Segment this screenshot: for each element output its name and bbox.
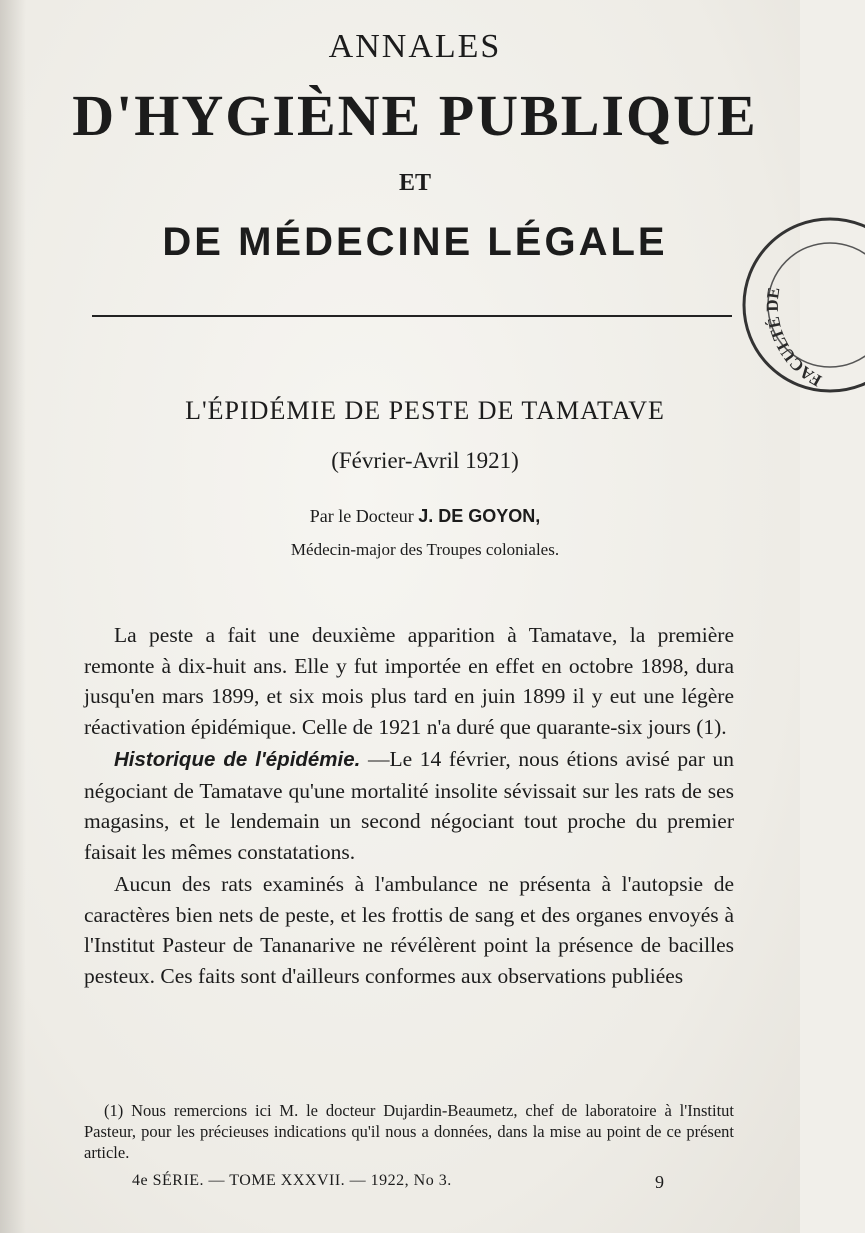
body-paragraph-2: [84, 744, 734, 867]
gutter-shadow: [0, 0, 26, 1233]
header-rule: [92, 315, 732, 317]
svg-text:FACULTÉ DE: [763, 286, 825, 390]
footnote: (1) Nous remercions ici M. le docteur Dujardin-Beaumetz, chef de laboratoire à l'Institut Pasteur, pour les précieuses indications qu'il nous a données, dans la mise au point de ce présent article.: [84, 1101, 734, 1162]
body-paragraph-1: La peste a fait une deuxième apparition à Tamatave, la première remonte à dix-huit ans. Elle y fut importée en effet en octobre 1898, dura jusqu'en mars 1899, et six mois plus tard en juin 1899 il y eut une légère réactivation épidémique. Celle de 1921 n'a duré que quarante-six jours (1).: [84, 623, 734, 739]
article-dates: (Février-Avril 1921): [331, 448, 519, 473]
page-number: 9: [655, 1172, 664, 1192]
author-affiliation: Médecin-major des Troupes coloniales.: [290, 540, 560, 559]
journal-title-hygiene: D'HYGIÈNE PUBLIQUE: [72, 83, 758, 148]
author-prefix: Par le Docteur: [309, 506, 419, 526]
article-title: L'ÉPIDÉMIE DE PESTE DE TAMATAVE: [185, 396, 665, 425]
body-paragraph-2-text: —Le 14 février, nous étions avisé par un négociant de Tamatave qu'une mortalité insolite sévissait sur les rats de ses magasins, et le lendemain un second négociant tout proche du premier faisait les mêmes constatations.: [84, 747, 734, 864]
article-body: [84, 620, 734, 991]
series-info: 4e SÉRIE. — TOME XXXVII. — 1922, No 3.: [132, 1172, 452, 1189]
article-author: [60, 506, 790, 527]
section-heading: Historique de l'épidémie.: [114, 748, 361, 771]
library-stamp: [735, 210, 865, 400]
journal-title-et: ET: [398, 170, 431, 196]
journal-title-medecine: DE MÉDECINE LÉGALE: [162, 220, 668, 264]
stamp-text: FACULTÉ DE: [762, 286, 825, 391]
author-name: J. DE GOYON,: [418, 506, 541, 526]
body-paragraph-3: Aucun des rats examinés à l'ambulance ne présenta à l'autopsie de caractères bien nets de peste, et les frottis de sang et des organes envoyés à l'Institut Pasteur de Tananarive ne révélèrent point la présence de bacilles pesteux. Ces faits sont d'ailleurs conformes aux observations publiées: [84, 872, 734, 988]
journal-title-annales: ANNALES: [328, 28, 502, 65]
